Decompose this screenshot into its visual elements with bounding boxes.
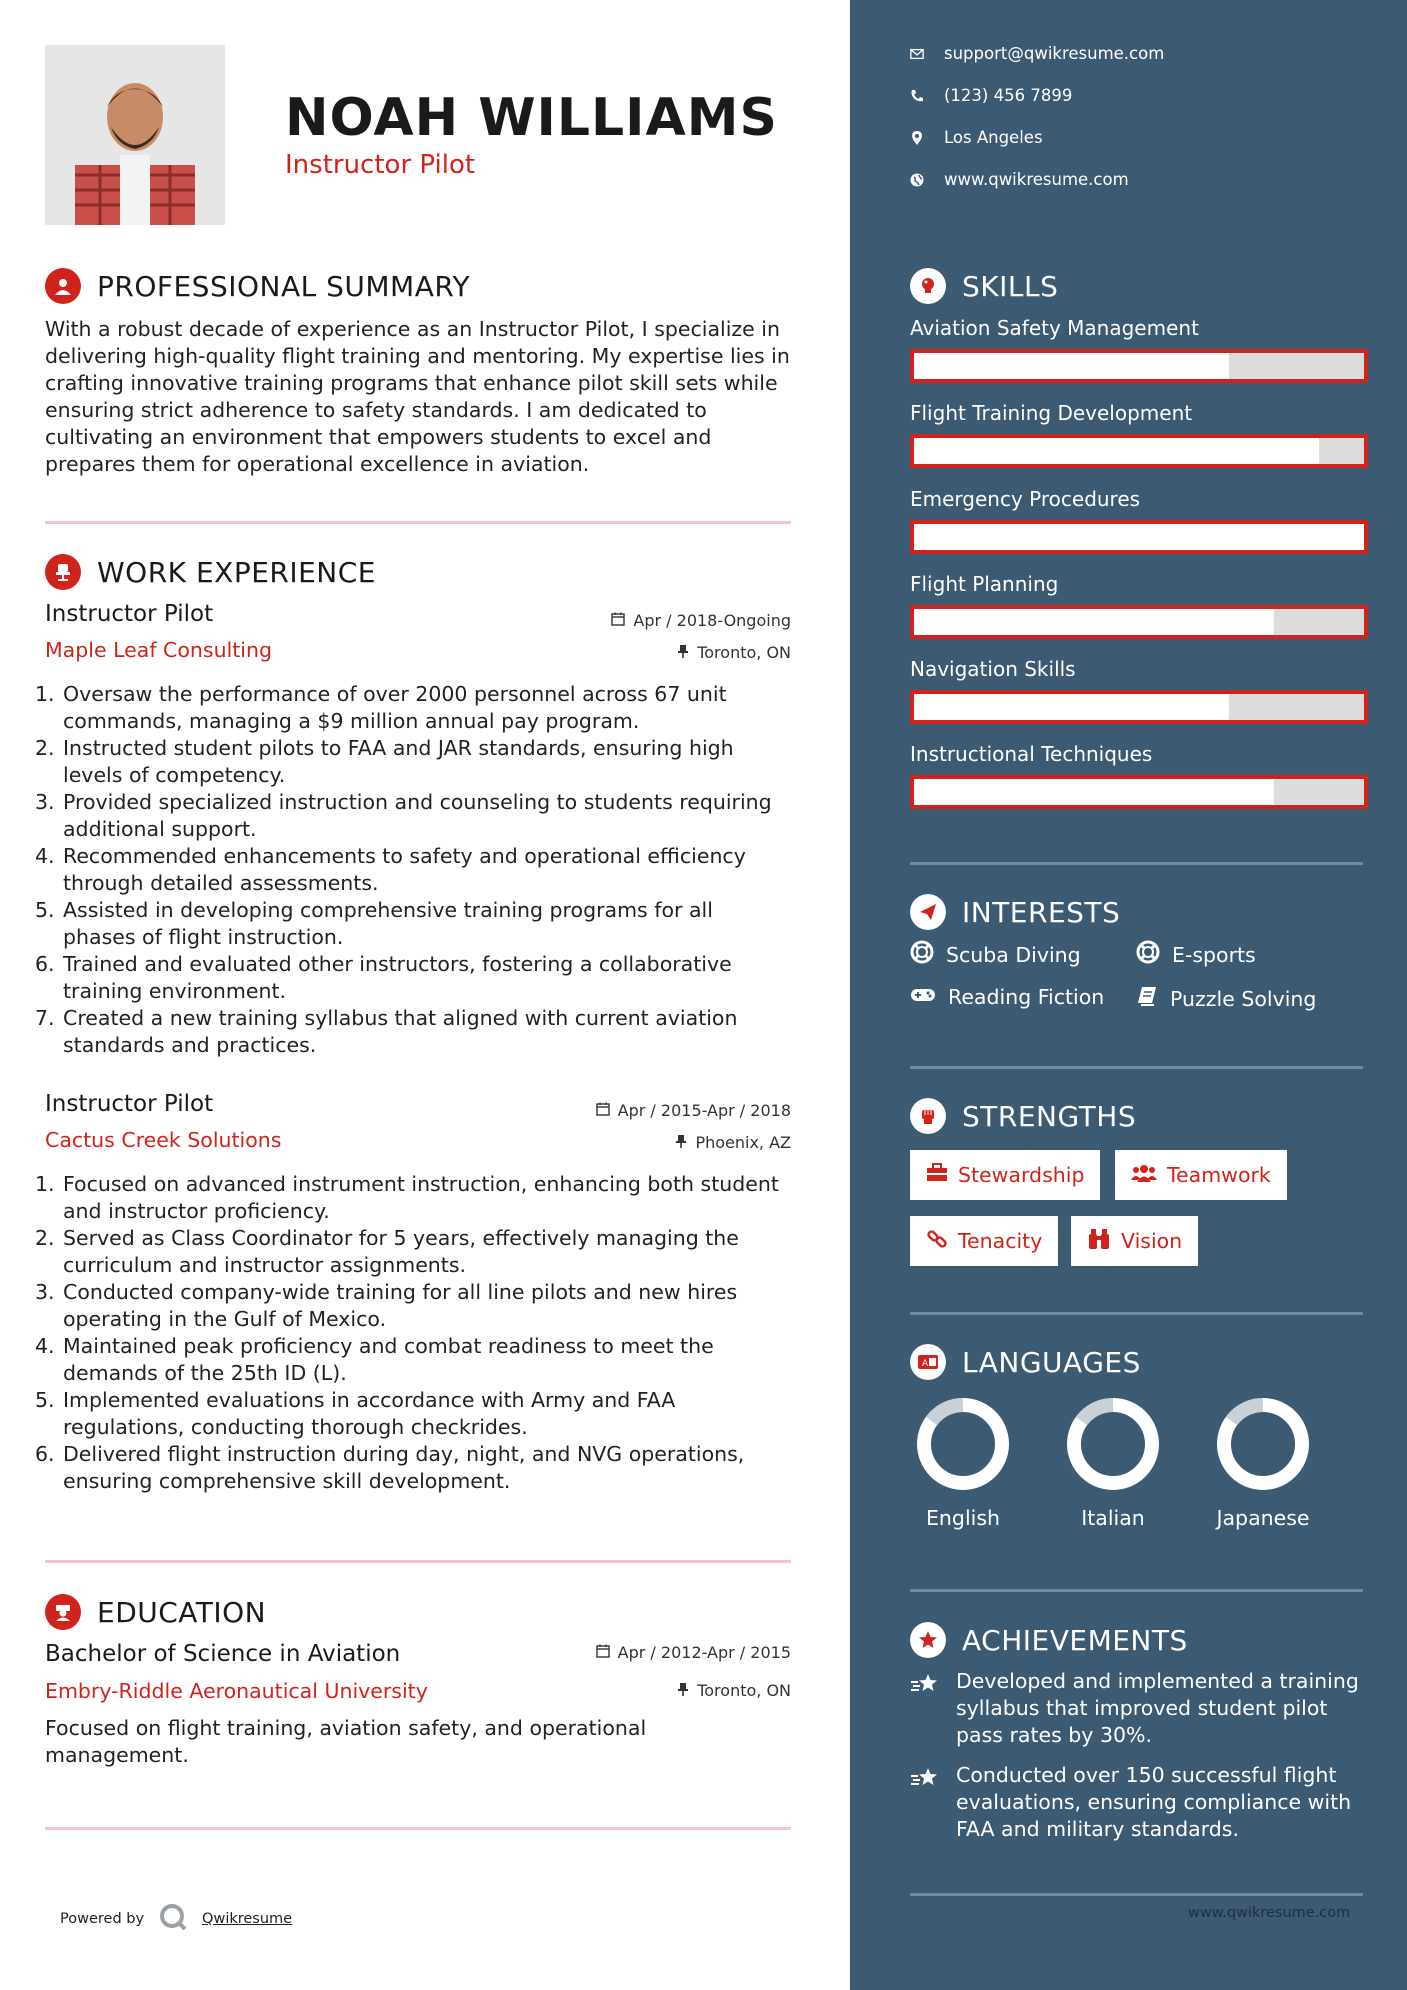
list-item: 4. Maintained peak proficiency and combat readiness to meet the demands of the 25th ID (L).: [35, 1334, 714, 1385]
job-location-text: Toronto, ON: [697, 643, 791, 662]
binoculars-icon: [1087, 1228, 1111, 1255]
contact-website-text: www.qwikresume.com: [944, 170, 1129, 189]
interests-header: [910, 894, 1120, 930]
section-divider: [910, 862, 1363, 865]
lifebuoy-icon: [1136, 940, 1160, 969]
skill-name: Emergency Procedures: [910, 487, 1141, 511]
job-title: Instructor Pilot: [45, 601, 214, 627]
strength-tag: [910, 1150, 1100, 1200]
calendar-icon: [596, 1101, 610, 1120]
interest-label: E-sports: [1172, 942, 1256, 967]
interest-item: [1136, 940, 1256, 969]
lifebuoy-icon: [910, 940, 934, 969]
job-dates-text: Apr / 2018-Ongoing: [633, 611, 791, 630]
contact-website[interactable]: [910, 170, 1129, 189]
list-item: 2. Served as Class Coordinator for 5 years, effectively managing the curriculum and instructor assignments.: [35, 1226, 739, 1277]
contact-location: [910, 128, 1043, 147]
achievement-text: Conducted over 150 successful flight evaluations, ensuring compliance with FAA and military standards.: [956, 1763, 1352, 1841]
section-divider: [45, 521, 791, 524]
strength-tag: [1071, 1216, 1198, 1266]
job-dates-text: Apr / 2015-Apr / 2018: [617, 1101, 791, 1120]
company-name: Maple Leaf Consulting: [45, 638, 273, 662]
candidate-name: NOAH WILLIAMS: [285, 88, 778, 148]
interest-label: Puzzle Solving: [1170, 986, 1317, 1011]
section-title: PROFESSIONAL SUMMARY: [97, 269, 471, 303]
shooting-star-icon: [910, 1668, 944, 1749]
skill-name: Flight Planning: [910, 572, 1059, 596]
star-badge-icon: [910, 1622, 946, 1658]
job-location-text: Phoenix, AZ: [695, 1133, 791, 1152]
language-ring: [1065, 1396, 1161, 1492]
pin-icon: [677, 1681, 689, 1700]
languages-header: [910, 1344, 1141, 1380]
list-item: 5. Implemented evaluations in accordance with Army and FAA regulations, conducting thorough checkrides.: [35, 1388, 676, 1439]
qwikresume-logo-icon: [158, 1902, 188, 1936]
section-title: INTERESTS: [962, 895, 1121, 929]
skill-fill: [914, 609, 1274, 635]
list-item: 6. Trained and evaluated other instructors, fostering a collaborative training environment.: [35, 952, 732, 1003]
map-marker-icon: [910, 131, 924, 145]
section-title: EDUCATION: [97, 1595, 267, 1629]
language-name: Italian: [1081, 1506, 1145, 1530]
paper-plane-icon: [910, 894, 946, 930]
list-item: 6. Delivered flight instruction during day, night, and NVG operations, ensuring comprehensive skill development.: [35, 1442, 745, 1493]
list-item: 7. Created a new training syllabus that aligned with current aviation standards and practices.: [35, 1006, 738, 1057]
person-photo-icon: [45, 45, 225, 225]
language-name: English: [925, 1506, 1001, 1530]
strength-label: Teamwork: [1167, 1163, 1271, 1187]
education-dates: [596, 1643, 791, 1662]
language-item: [1058, 1396, 1168, 1530]
job-title: Instructor Pilot: [45, 1091, 214, 1117]
section-divider: [910, 1589, 1363, 1592]
skill-fill: [914, 353, 1229, 379]
graduate-icon: [45, 1594, 81, 1630]
skill-fill: [914, 524, 1364, 550]
phone-icon: [910, 89, 924, 103]
strength-label: Tenacity: [958, 1229, 1043, 1253]
pin-icon: [675, 1133, 687, 1152]
contact-email[interactable]: [910, 44, 1164, 63]
gamepad-icon: [910, 985, 936, 1009]
section-divider: [910, 1312, 1363, 1315]
svg-text:A: A: [922, 1359, 929, 1369]
envelope-icon: [910, 47, 924, 61]
language-name: Japanese: [1216, 1506, 1310, 1530]
calendar-icon: [611, 611, 625, 630]
briefcase-icon: [926, 1163, 948, 1188]
job-bullets: [35, 1171, 785, 1495]
job-location: [675, 1133, 791, 1152]
interest-item: [1136, 985, 1316, 1012]
education-description: Focused on flight training, aviation safety, and operational management.: [45, 1716, 647, 1767]
interest-label: Reading Fiction: [948, 985, 1105, 1009]
skill-name: Aviation Safety Management: [910, 316, 1199, 340]
calendar-icon: [596, 1643, 610, 1662]
achievement-text: Developed and implemented a training syllabus that improved student pilot pass rates by 30%.: [956, 1669, 1359, 1747]
achievements-header: [910, 1622, 1188, 1658]
contact-location-text: Los Angeles: [944, 128, 1043, 147]
powered-by-label: Powered by: [60, 1911, 145, 1927]
skills-header: [910, 268, 1058, 304]
section-divider: [910, 1893, 1363, 1896]
education-header: [45, 1594, 266, 1630]
list-item: 4. Recommended enhancements to safety and operational efficiency through detailed assessments.: [35, 844, 746, 895]
skill-fill: [914, 694, 1229, 720]
pin-icon: [677, 643, 689, 662]
translate-icon: [910, 1344, 946, 1380]
skill-name: Flight Training Development: [910, 401, 1193, 425]
book-icon: [1136, 985, 1158, 1012]
strength-tag: [910, 1216, 1058, 1266]
language-ring: [1215, 1396, 1311, 1492]
skill-bar: [910, 520, 1368, 554]
section-divider: [910, 1066, 1363, 1069]
language-item: [1208, 1396, 1318, 1530]
job-dates: [596, 1101, 791, 1120]
job-location: [677, 643, 791, 662]
link-icon: [926, 1228, 948, 1255]
user-icon: [45, 268, 81, 304]
company-name: Cactus Creek Solutions: [45, 1128, 282, 1152]
strengths-header: [910, 1098, 1136, 1134]
job-dates: [611, 611, 791, 630]
education-dates-text: Apr / 2012-Apr / 2015: [617, 1643, 791, 1662]
school-name: Embry-Riddle Aeronautical University: [45, 1679, 428, 1703]
powered-by: [60, 1902, 292, 1936]
globe-icon: [910, 173, 924, 187]
skill-name: Instructional Techniques: [910, 742, 1153, 766]
chair-icon: [45, 554, 81, 590]
achievement-item: [910, 1762, 1370, 1843]
section-title: LANGUAGES: [962, 1345, 1141, 1379]
education-location: [677, 1681, 791, 1700]
contact-phone-text: (123) 456 7899: [944, 86, 1073, 105]
strength-label: Vision: [1121, 1229, 1183, 1253]
section-title: WORK EXPERIENCE: [97, 555, 376, 589]
list-item: 1. Oversaw the performance of over 2000 personnel across 67 unit commands, managing a $9 million annual pay program.: [35, 682, 727, 733]
skill-bar: [910, 434, 1368, 468]
experience-header: [45, 554, 376, 590]
contact-phone[interactable]: [910, 86, 1072, 105]
fist-icon: [910, 1098, 946, 1134]
users-icon: [1131, 1163, 1157, 1188]
skill-name: Navigation Skills: [910, 657, 1076, 681]
skill-bar: [910, 349, 1368, 383]
summary-text: With a robust decade of experience as an Instructor Pilot, I specialize in delivering high-quality flight training and mentoring. My expertise lies in crafting innovative training programs that enhance pilot skill sets while ensuring strict adherence to safety standards. I am dedicated to cultivating an environment that empowers students to excel and prepares them for operational excellence in aviation.: [45, 317, 790, 476]
language-item: [908, 1396, 1018, 1530]
strength-label: Stewardship: [958, 1163, 1085, 1187]
skill-fill: [914, 438, 1319, 464]
footer-website[interactable]: www.qwikresume.com: [1188, 1905, 1351, 1921]
section-title: STRENGTHS: [962, 1099, 1137, 1133]
section-title: SKILLS: [962, 269, 1059, 303]
list-item: 5. Assisted in developing comprehensive training programs for all phases of flight instruction.: [35, 898, 713, 949]
skill-bar: [910, 605, 1368, 639]
education-location-text: Toronto, ON: [697, 1681, 791, 1700]
contact-email-text: support@qwikresume.com: [944, 44, 1165, 63]
list-item: 2. Instructed student pilots to FAA and JAR standards, ensuring high levels of competency.: [35, 736, 734, 787]
profile-photo: [45, 45, 225, 225]
list-item: 3. Provided specialized instruction and counseling to students requiring additional support.: [35, 790, 772, 841]
candidate-title: Instructor Pilot: [285, 150, 476, 180]
shooting-star-icon: [910, 1762, 944, 1843]
lightbulb-icon: [910, 268, 946, 304]
section-divider: [45, 1827, 791, 1830]
interest-item: [910, 985, 1104, 1009]
list-item: 3. Conducted company-wide training for all line pilots and new hires operating in the Gulf of Mexico.: [35, 1280, 738, 1331]
strength-tag: [1115, 1150, 1287, 1200]
summary-header: [45, 268, 470, 304]
skill-fill: [914, 779, 1274, 805]
list-item: 1. Focused on advanced instrument instruction, enhancing both student and instructor proficiency.: [35, 1172, 779, 1223]
section-divider: [45, 1560, 791, 1563]
degree-title: Bachelor of Science in Aviation: [45, 1641, 401, 1667]
achievement-item: [910, 1668, 1370, 1749]
sidebar: [850, 0, 1407, 1990]
qwikresume-link[interactable]: Qwikresume: [202, 1911, 293, 1927]
job-bullets: [35, 681, 785, 1059]
skill-bar: [910, 775, 1368, 809]
section-title: ACHIEVEMENTS: [962, 1623, 1188, 1657]
skill-bar: [910, 690, 1368, 724]
interest-item: [910, 940, 1081, 969]
language-ring: [915, 1396, 1011, 1492]
interest-label: Scuba Diving: [946, 942, 1081, 967]
